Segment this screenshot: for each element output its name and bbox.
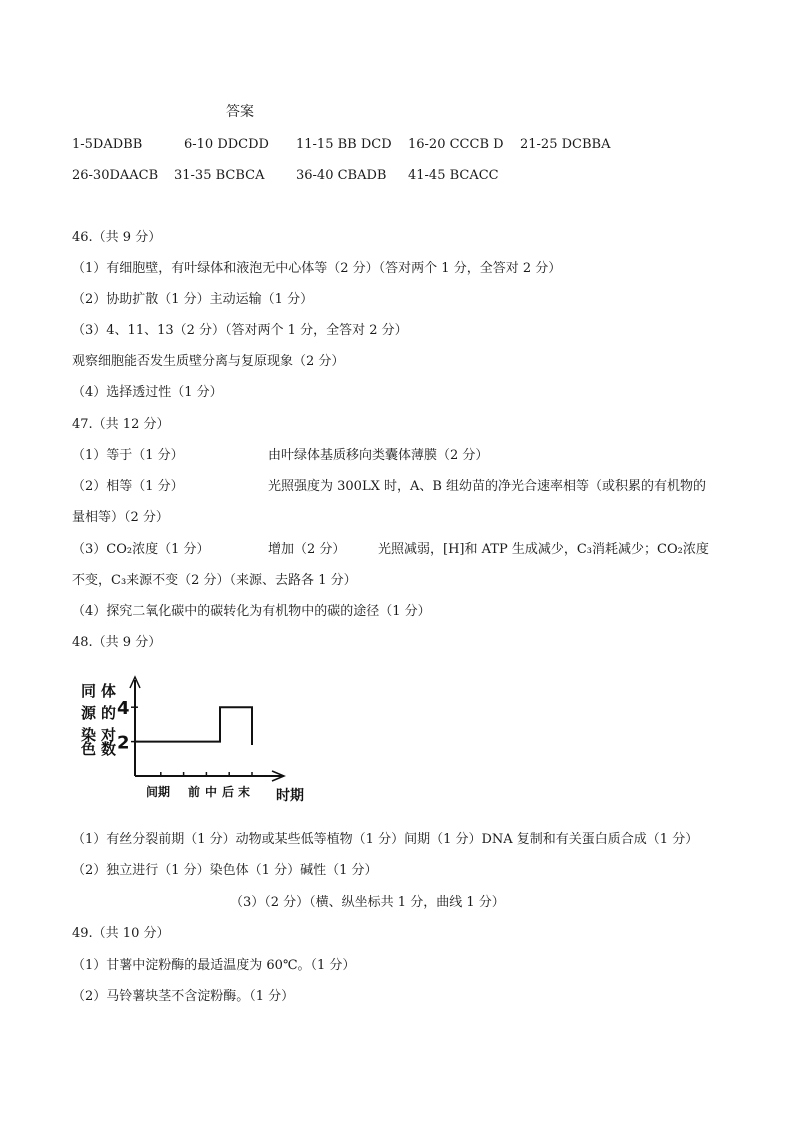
- q47-line-3b: 增加（2 分）: [268, 542, 346, 557]
- x-tick-label: 前: [188, 785, 201, 799]
- q47-line-3c: 光照减弱，[H]和 ATP 生成减少，C₃消耗减少；CO₂浓度: [378, 542, 709, 557]
- answer-group: 11-15 BB DCD: [296, 137, 392, 152]
- answer-group: 21-25 DCBBA: [520, 137, 611, 152]
- answer-group: 16-20 CCCB D: [408, 137, 504, 152]
- q48-line-1: （1）有丝分裂前期（1 分）动物或某些低等植物（1 分）间期（1 分）DNA 复制和有关蛋白质合成（1 分）: [72, 832, 699, 847]
- q47-line-3a: （3）CO₂浓度（1 分）: [72, 542, 210, 557]
- answer-group: 41-45 BCACC: [408, 168, 499, 183]
- ylabel-char: 数: [101, 740, 117, 758]
- answer-title: 答案: [226, 104, 254, 120]
- q48-line-3: （3）（2 分）（横、纵坐标共 1 分，曲线 1 分）: [230, 895, 505, 910]
- q49-line-2: （2）马铃薯块茎不含淀粉酶。（1 分）: [72, 989, 295, 1004]
- x-axis-label: 时期: [276, 788, 304, 804]
- q47-line-1a: （1）等于（1 分）: [72, 448, 184, 463]
- ylabel-char: 染: [81, 726, 97, 744]
- q48-line-2: （2）独立进行（1 分）染色体（1 分）碱性（1 分）: [72, 863, 378, 878]
- answer-group: 26-30DAACB: [72, 168, 159, 183]
- q46-line-4: 观察细胞能否发生质壁分离与复原现象（2 分）: [72, 354, 345, 369]
- q47-line-1b: 由叶绿体基质移向类囊体薄膜（2 分）: [268, 448, 489, 463]
- q46-line-1: （1）有细胞壁，有叶绿体和液泡无中心体等（2 分）（答对两个 1 分，全答对 2 分）: [72, 261, 562, 276]
- y-axis-arrow: [130, 677, 140, 688]
- q46-line-3: （3）4、11、13（2 分）（答对两个 1 分，全答对 2 分）: [72, 323, 408, 338]
- answer-group: 31-35 BCBCA: [174, 168, 265, 183]
- answer-group: 36-40 CBADB: [296, 168, 387, 183]
- q46-line-2: （2）协助扩散（1 分）主动运输（1 分）: [72, 292, 314, 307]
- x-tick-label: 后: [222, 785, 235, 799]
- q49-line-1: （1）甘薯中淀粉酶的最适温度为 60℃。（1 分）: [72, 958, 356, 973]
- q47-header: 47.（共 12 分）: [72, 417, 170, 432]
- q47-line-4: （4）探究二氧化碳中的碳转化为有机物中的碳的途径（1 分）: [72, 604, 431, 619]
- q47-line-2c: 量相等）（2 分）: [72, 510, 169, 525]
- answer-group: 1-5DADBB: [72, 137, 143, 152]
- y-tick-label: 4: [117, 698, 130, 720]
- x-axis-arrow: [272, 771, 284, 781]
- ylabel-char: 同: [81, 682, 97, 700]
- y-tick-label: 2: [117, 732, 130, 754]
- ylabel-char: 的: [101, 704, 117, 722]
- q47-line-2b: 光照强度为 300LX 时，A、B 组幼苗的净光合速率相等（或积累的有机物的: [268, 479, 707, 494]
- q49-header: 49.（共 10 分）: [72, 926, 170, 941]
- q48-header: 48.（共 9 分）: [72, 635, 162, 650]
- answer-group: 6-10 DDCDD: [184, 137, 269, 152]
- ylabel-char: 对: [101, 726, 117, 744]
- q46-line-5: （4）选择透过性（1 分）: [72, 385, 223, 400]
- q46-header: 46.（共 9 分）: [72, 230, 162, 245]
- x-tick-label: 中: [205, 785, 218, 799]
- x-tick-label: 末: [238, 785, 251, 799]
- ylabel-char: 源: [81, 704, 97, 722]
- ylabel-char: 色: [81, 740, 97, 758]
- q47-line-3d: 不变，C₃来源不变（2 分）（来源、去路各 1 分）: [72, 573, 357, 588]
- series-line: [136, 707, 252, 745]
- x-tick-label: 间期: [146, 785, 171, 799]
- q47-line-2a: （2）相等（1 分）: [72, 479, 184, 494]
- ylabel-char: 体: [101, 682, 117, 700]
